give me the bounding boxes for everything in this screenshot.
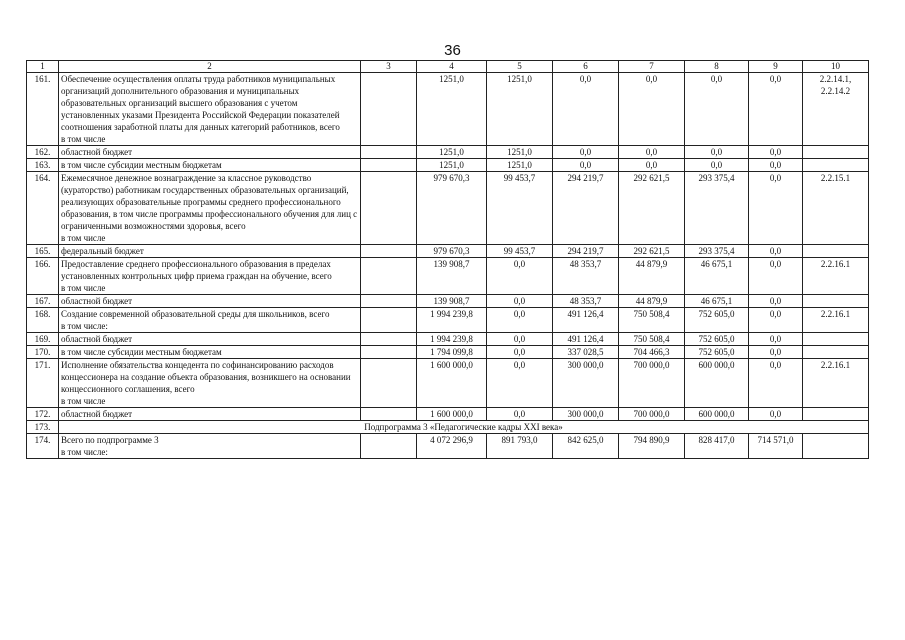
cell-c3 <box>361 258 417 295</box>
cell-c5: 1251,0 <box>487 146 553 159</box>
cell-c6: 300 000,0 <box>553 408 619 421</box>
row-description <box>59 308 361 333</box>
row-description-text: в том числе субсидии местным бюджетам <box>61 160 222 170</box>
cell-c4: 139 908,7 <box>417 258 487 295</box>
cell-c5: 1251,0 <box>487 159 553 172</box>
cell-c3 <box>361 73 417 146</box>
cell-c3 <box>361 295 417 308</box>
col-header: 1 <box>27 61 59 73</box>
row-number: 164. <box>27 172 59 245</box>
cell-c6: 0,0 <box>553 159 619 172</box>
cell-c8: 752 605,0 <box>685 346 749 359</box>
table-row <box>27 73 869 146</box>
budget-table <box>26 60 869 459</box>
cell-c8: 0,0 <box>685 146 749 159</box>
cell-c4: 979 670,3 <box>417 172 487 245</box>
cell-c10 <box>803 333 869 346</box>
cell-c4: 1 994 239,8 <box>417 308 487 333</box>
cell-c7: 44 879,9 <box>619 258 685 295</box>
row-description-text: Ежемесячное денежное вознаграждение за классное руководство (кураторство) работникам государственных образовательных организаций, реализующих образовательные программы среднего профессионального образования, в том числе программы профессионального обучения для лиц с ограниченными возможностями здоровья, всего <box>61 173 358 231</box>
row-number: 161. <box>27 73 59 146</box>
col-header: 2 <box>59 61 361 73</box>
col-header: 6 <box>553 61 619 73</box>
col-header: 9 <box>749 61 803 73</box>
row-description-text: областной бюджет <box>61 334 133 344</box>
cell-c9: 0,0 <box>749 159 803 172</box>
cell-c4: 139 908,7 <box>417 295 487 308</box>
cell-c6: 48 353,7 <box>553 258 619 295</box>
cell-c9: 0,0 <box>749 146 803 159</box>
cell-c10 <box>803 159 869 172</box>
cell-c9: 0,0 <box>749 346 803 359</box>
row-subnote: в том числе <box>61 233 106 243</box>
row-description <box>59 346 361 359</box>
cell-c8: 46 675,1 <box>685 295 749 308</box>
cell-c3 <box>361 333 417 346</box>
row-number: 170. <box>27 346 59 359</box>
cell-c8: 752 605,0 <box>685 333 749 346</box>
table-row <box>27 308 869 333</box>
cell-c4: 1 600 000,0 <box>417 359 487 408</box>
cell-c8: 0,0 <box>685 159 749 172</box>
cell-c7: 750 508,4 <box>619 333 685 346</box>
cell-c3 <box>361 359 417 408</box>
col-header: 7 <box>619 61 685 73</box>
row-subnote: в том числе: <box>61 321 108 331</box>
cell-c9: 0,0 <box>749 359 803 408</box>
table-row <box>27 346 869 359</box>
cell-c3 <box>361 146 417 159</box>
cell-c9: 714 571,0 <box>749 434 803 459</box>
cell-c6: 0,0 <box>553 73 619 146</box>
cell-c6: 300 000,0 <box>553 359 619 408</box>
row-description <box>59 146 361 159</box>
cell-c6: 0,0 <box>553 146 619 159</box>
row-description-text: Исполнение обязательства концедента по софинансированию расходов концессионера на создание объекта образования, возникшего на основании концессионного соглашения, всего <box>61 360 351 394</box>
column-header-row <box>27 61 869 73</box>
cell-c7: 704 466,3 <box>619 346 685 359</box>
cell-c3 <box>361 308 417 333</box>
cell-c4: 1 994 239,8 <box>417 333 487 346</box>
cell-c7: 700 000,0 <box>619 359 685 408</box>
cell-c10 <box>803 346 869 359</box>
row-description <box>59 245 361 258</box>
cell-c4: 1251,0 <box>417 146 487 159</box>
cell-c3 <box>361 172 417 245</box>
cell-c8: 46 675,1 <box>685 258 749 295</box>
cell-c5: 0,0 <box>487 408 553 421</box>
cell-c7: 292 621,5 <box>619 172 685 245</box>
cell-c6: 294 219,7 <box>553 172 619 245</box>
row-description-text: Предоставление среднего профессионального образования в пределах установленных контрольных цифр приема граждан на обучение, всего <box>61 259 332 281</box>
cell-c5: 0,0 <box>487 308 553 333</box>
cell-c4: 1 794 099,8 <box>417 346 487 359</box>
table-row <box>27 359 869 408</box>
row-description <box>59 408 361 421</box>
subprogram-title: Подпрограмма 3 «Педагогические кадры XXI века» <box>59 421 869 434</box>
cell-c9: 0,0 <box>749 172 803 245</box>
page-number: 36 <box>444 42 461 59</box>
cell-c7: 292 621,5 <box>619 245 685 258</box>
row-description-text: федеральный бюджет <box>61 246 144 256</box>
row-subnote: в том числе <box>61 134 106 144</box>
row-number: 174. <box>27 434 59 459</box>
cell-c10 <box>803 434 869 459</box>
cell-c5: 0,0 <box>487 258 553 295</box>
cell-c3 <box>361 159 417 172</box>
col-header: 10 <box>803 61 869 73</box>
col-header: 3 <box>361 61 417 73</box>
table-row <box>27 333 869 346</box>
cell-c10 <box>803 408 869 421</box>
table-row <box>27 295 869 308</box>
cell-c10: 2.2.16.1 <box>803 359 869 408</box>
row-number: 172. <box>27 408 59 421</box>
cell-c9: 0,0 <box>749 308 803 333</box>
row-description <box>59 295 361 308</box>
row-description-text: областной бюджет <box>61 296 133 306</box>
cell-c6: 337 028,5 <box>553 346 619 359</box>
table-row <box>27 408 869 421</box>
row-subnote: в том числе: <box>61 447 108 457</box>
cell-c8: 600 000,0 <box>685 359 749 408</box>
cell-c10 <box>803 245 869 258</box>
cell-c4: 979 670,3 <box>417 245 487 258</box>
row-number: 166. <box>27 258 59 295</box>
cell-c9: 0,0 <box>749 408 803 421</box>
cell-c6: 48 353,7 <box>553 295 619 308</box>
row-description <box>59 333 361 346</box>
row-number: 165. <box>27 245 59 258</box>
cell-c7: 44 879,9 <box>619 295 685 308</box>
cell-c6: 491 126,4 <box>553 308 619 333</box>
row-subnote: в том числе <box>61 396 106 406</box>
row-description <box>59 258 361 295</box>
cell-c10 <box>803 146 869 159</box>
cell-c8: 828 417,0 <box>685 434 749 459</box>
cell-c3 <box>361 346 417 359</box>
cell-c5: 1251,0 <box>487 73 553 146</box>
cell-c10: 2.2.14.1, 2.2.14.2 <box>803 73 869 146</box>
cell-c9: 0,0 <box>749 73 803 146</box>
cell-c6: 491 126,4 <box>553 333 619 346</box>
subprogram-row <box>27 421 869 434</box>
cell-c8: 600 000,0 <box>685 408 749 421</box>
row-description <box>59 434 361 459</box>
row-number: 162. <box>27 146 59 159</box>
row-description-text: Обеспечение осуществления оплаты труда работников муниципальных организаций дополнительного образования и муниципальных образовательных организаций высшего образования с учетом установленных указами Президента Российской Федерации показателей соотношения заработной платы для данных категорий работников, всего <box>61 74 340 132</box>
cell-c3 <box>361 245 417 258</box>
cell-c8: 293 375,4 <box>685 245 749 258</box>
cell-c6: 842 625,0 <box>553 434 619 459</box>
row-number: 171. <box>27 359 59 408</box>
col-header: 8 <box>685 61 749 73</box>
row-description-text: областной бюджет <box>61 147 133 157</box>
cell-c9: 0,0 <box>749 295 803 308</box>
row-description-text: Создание современной образовательной среды для школьников, всего <box>61 309 330 319</box>
table-row <box>27 146 869 159</box>
cell-c8: 0,0 <box>685 73 749 146</box>
cell-c7: 794 890,9 <box>619 434 685 459</box>
cell-c10: 2.2.15.1 <box>803 172 869 245</box>
cell-c5: 0,0 <box>487 333 553 346</box>
table-row <box>27 245 869 258</box>
table-row <box>27 258 869 295</box>
row-description <box>59 159 361 172</box>
row-description-text: областной бюджет <box>61 409 133 419</box>
cell-c5: 891 793,0 <box>487 434 553 459</box>
row-description-text: в том числе субсидии местным бюджетам <box>61 347 222 357</box>
cell-c10: 2.2.16.1 <box>803 308 869 333</box>
cell-c9: 0,0 <box>749 258 803 295</box>
row-description <box>59 359 361 408</box>
row-subnote: в том числе <box>61 283 106 293</box>
row-number: 163. <box>27 159 59 172</box>
cell-c4: 1 600 000,0 <box>417 408 487 421</box>
cell-c9: 0,0 <box>749 333 803 346</box>
row-description <box>59 172 361 245</box>
cell-c7: 0,0 <box>619 159 685 172</box>
col-header: 5 <box>487 61 553 73</box>
row-number: 173. <box>27 421 59 434</box>
cell-c3 <box>361 434 417 459</box>
cell-c5: 0,0 <box>487 346 553 359</box>
cell-c5: 0,0 <box>487 295 553 308</box>
cell-c4: 4 072 296,9 <box>417 434 487 459</box>
cell-c7: 750 508,4 <box>619 308 685 333</box>
cell-c8: 293 375,4 <box>685 172 749 245</box>
table-row <box>27 172 869 245</box>
cell-c7: 700 000,0 <box>619 408 685 421</box>
cell-c6: 294 219,7 <box>553 245 619 258</box>
row-description-text: Всего по подпрограмме 3 <box>61 435 159 445</box>
cell-c10: 2.2.16.1 <box>803 258 869 295</box>
cell-c5: 99 453,7 <box>487 245 553 258</box>
cell-c4: 1251,0 <box>417 73 487 146</box>
col-header: 4 <box>417 61 487 73</box>
cell-c8: 752 605,0 <box>685 308 749 333</box>
cell-c4: 1251,0 <box>417 159 487 172</box>
table-row <box>27 434 869 459</box>
row-number: 168. <box>27 308 59 333</box>
cell-c7: 0,0 <box>619 146 685 159</box>
cell-c7: 0,0 <box>619 73 685 146</box>
cell-c3 <box>361 408 417 421</box>
cell-c5: 0,0 <box>487 359 553 408</box>
cell-c10 <box>803 295 869 308</box>
cell-c9: 0,0 <box>749 245 803 258</box>
row-number: 167. <box>27 295 59 308</box>
row-number: 169. <box>27 333 59 346</box>
row-description <box>59 73 361 146</box>
table-row <box>27 159 869 172</box>
cell-c5: 99 453,7 <box>487 172 553 245</box>
